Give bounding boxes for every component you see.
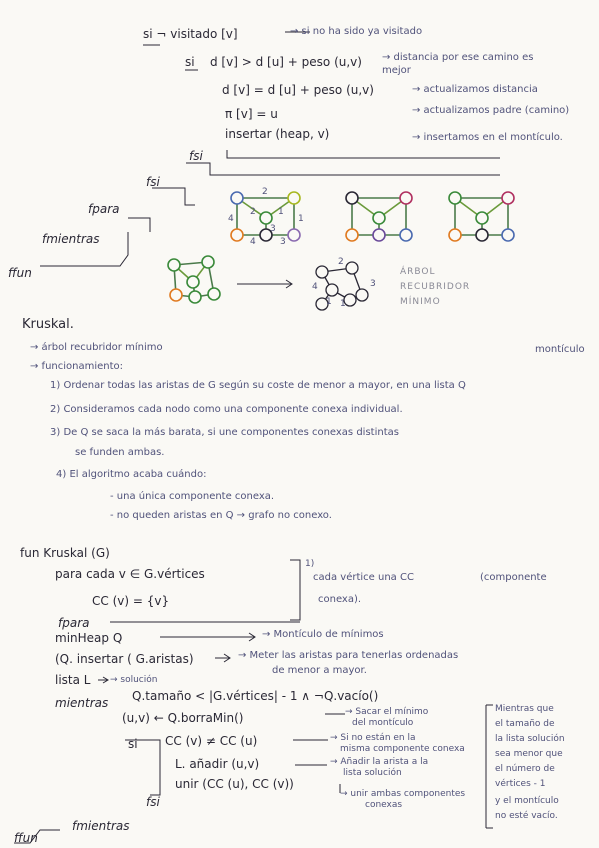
insert-line: insertar (heap, v) (225, 127, 330, 141)
tree-edge-label: 1 (326, 297, 332, 307)
block-bracket-fpara (152, 188, 195, 205)
code-fsi: fsi (146, 795, 160, 809)
para-note-2: cada vértice una CC (313, 572, 414, 583)
graph-4 (168, 256, 220, 303)
graph-1-edge-label: 2 (262, 187, 268, 197)
arbol-label-2: RECUBRIDOR (400, 282, 471, 292)
block-bracket-fsi-outer (186, 163, 500, 175)
note-si-1: → Si no están en la (330, 733, 416, 743)
condition-line: d [v] > d [u] + peso (u,v) (210, 55, 362, 69)
code-para-line: para cada v ∈ G.vértices (55, 567, 205, 581)
code-anadir: L. añadir (u,v) (175, 757, 260, 771)
box-note-line: y el montículo (495, 796, 559, 806)
graph-1 (231, 192, 300, 241)
block-bracket-fsi (227, 150, 500, 158)
graph-1-edge-label: 3 (270, 224, 276, 234)
code-fun-line: fun Kruskal (G) (20, 546, 110, 560)
assign-d-line: d [v] = d [u] + peso (u,v) (222, 83, 374, 97)
kruskal-bullet-1: → árbol recubridor mínimo (30, 342, 163, 353)
code-fmientras: fmientras (72, 819, 130, 833)
code-fpara: fpara (58, 616, 90, 630)
box-note-line: la lista solución (495, 734, 565, 744)
graph-3 (449, 192, 514, 241)
para-note-3: (componente (480, 572, 547, 583)
code-ffun: ffun (14, 831, 38, 845)
note-actualizamos-padre: → actualizamos padre (camino) (412, 105, 570, 116)
code-mientras: mientras (55, 696, 109, 710)
note-distancia: → distancia por ese camino es mejor (382, 52, 534, 76)
monticulo-note: montículo (535, 344, 585, 355)
box-note-line: Mientras que (495, 704, 554, 714)
assign-pi-line: π [v] = u (225, 107, 278, 121)
para-note-num: 1) (305, 559, 315, 569)
note-anadir-2: lista solución (343, 768, 402, 778)
kruskal-step-3a: 3) De Q se saca la más barata, si une componentes conexas distintas (50, 427, 399, 438)
graph-2 (346, 192, 412, 241)
block-bracket-fmientras (128, 218, 150, 232)
kruskal-step-4a: - una única componente conexa. (110, 491, 275, 502)
code-saca: (u,v) ← Q.borraMin() (122, 711, 244, 725)
note-insertamos: → insertamos en el montículo. (412, 132, 563, 143)
si-keyword: si (185, 55, 195, 69)
note-lista: → solución (110, 675, 158, 685)
ffun-top: ffun (8, 266, 32, 280)
fsi-outer: fsi (146, 175, 160, 189)
note-visitado: → si no ha sido ya visitado (290, 26, 423, 37)
kruskal-step-3b: se funden ambas. (75, 447, 165, 458)
tree-edge-label: 1 (340, 299, 346, 309)
box-note-line: el número de (495, 764, 555, 774)
kruskal-step-4: 4) El algoritmo acaba cuándo: (56, 469, 207, 480)
kruskal-step-4b: - no queden aristas en Q → grafo no conexo. (110, 510, 332, 521)
code-si: si (128, 737, 138, 751)
code-si-cond: CC (v) ≠ CC (u) (165, 734, 258, 748)
arbol-label-3: MÍNIMO (400, 297, 441, 307)
box-note-line: no esté vacío. (495, 811, 558, 821)
note-unir-2: conexas (365, 800, 403, 810)
kruskal-step-1: 1) Ordenar todas las aristas de G según su coste de menor a mayor, en una lista Q (50, 380, 466, 391)
note-insertar-2: de menor a mayor. (272, 665, 367, 676)
graph-1-edge-label: 4 (250, 237, 256, 247)
note-saca-1: → Sacar el mínimo (345, 707, 429, 717)
box-note-line: sea menor que (495, 749, 563, 759)
kruskal-title: Kruskal. (22, 317, 74, 332)
box-note-line: vértices - 1 (495, 779, 546, 789)
note-si-2: misma componente conexa (340, 744, 465, 754)
fpara-top: fpara (88, 202, 120, 216)
code-mientras-cond: Q.tamaño < |G.vértices| - 1 ∧ ¬Q.vacío() (132, 689, 379, 703)
note-insertar-1: → Meter las aristas para tenerlas ordenadas (238, 650, 459, 661)
note-unir-1: → unir ambas componentes (340, 789, 466, 799)
code-unir: unir (CC (u), CC (v)) (175, 777, 294, 791)
kruskal-step-2: 2) Consideramos cada nodo como una componente conexa individual. (50, 404, 403, 415)
note-saca-2: del montículo (352, 718, 414, 728)
kruskal-bullet-2: → funcionamiento: (30, 361, 124, 372)
code-insertar: (Q. insertar ( G.aristas) (55, 652, 194, 666)
note-minheap: → Montículo de mínimos (262, 629, 384, 640)
graph-1-edge-label: 2 (250, 207, 256, 217)
note-actualizamos-dist: → actualizamos distancia (412, 84, 538, 95)
tree-edge-label: 4 (312, 282, 318, 292)
graph-1-edge-label: 1 (278, 207, 284, 217)
arbol-label-1: ÁRBOL (400, 267, 436, 277)
graph-1-edge-label: 1 (298, 214, 304, 224)
box-note-line: el tamaño de (495, 719, 555, 729)
code-minheap: minHeap Q (55, 631, 123, 645)
fsi-inner: fsi (189, 149, 203, 163)
tree-edge-label: 2 (338, 257, 344, 267)
tree-edge-label: 3 (370, 279, 376, 289)
fmientras-top: fmientras (42, 232, 100, 246)
graph-1-edge-label: 3 (280, 237, 286, 247)
note-anadir-1: → Añadir la arista a la (330, 757, 429, 767)
code-lista: lista L (55, 673, 91, 687)
para-note-4: conexa). (318, 594, 362, 605)
si-visitado-line: si ¬ visitado [v] (143, 27, 238, 41)
code-cc-line: CC (v) = {v} (92, 594, 170, 608)
graph-1-edge-label: 4 (228, 214, 234, 224)
